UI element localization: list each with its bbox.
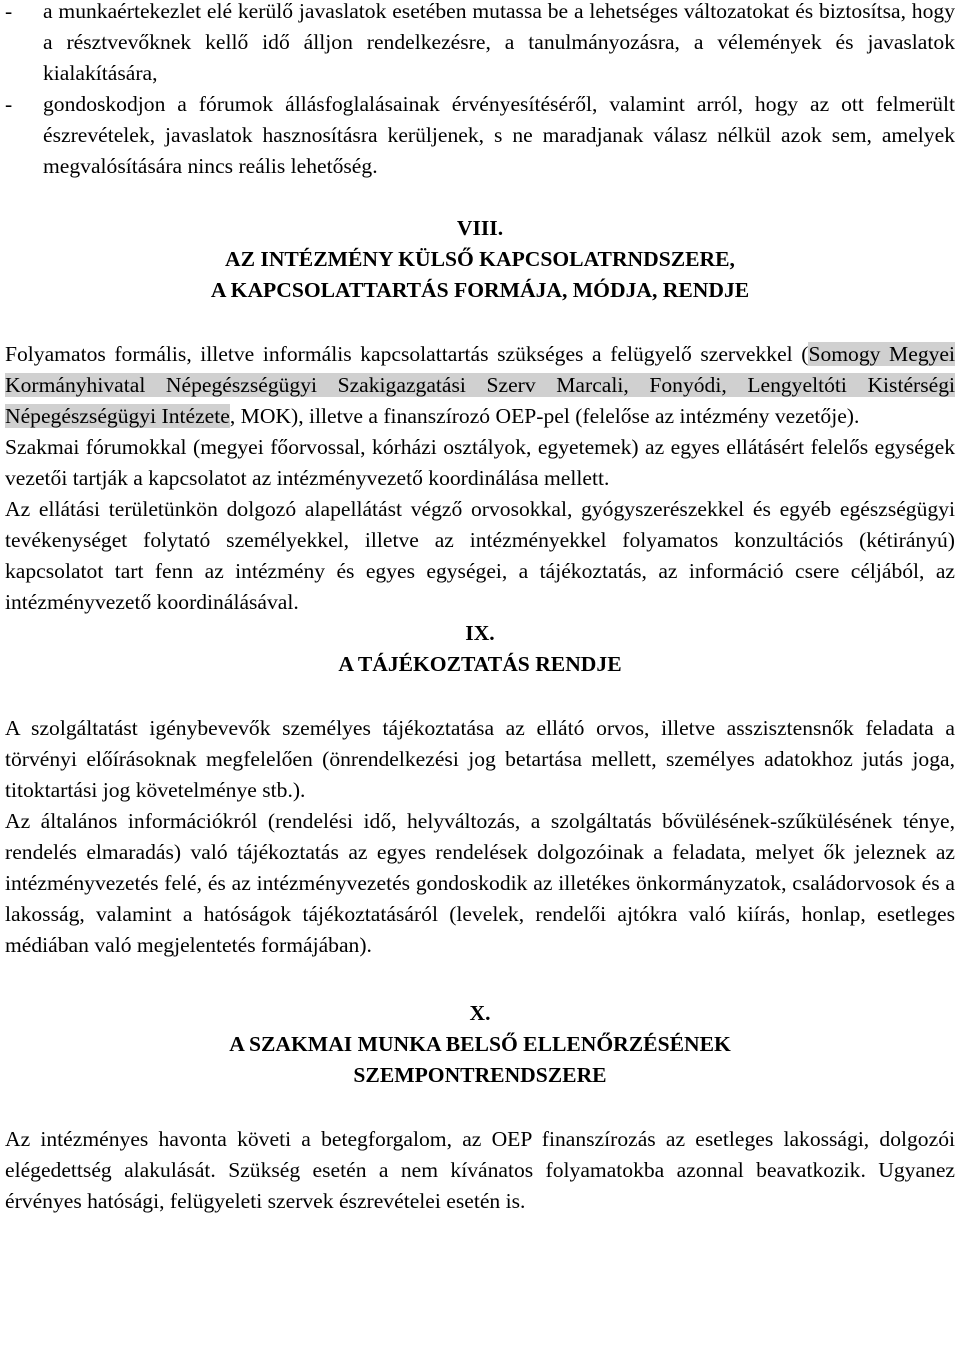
section-viii: [5, 213, 955, 618]
paragraph: Az ellátási területünkön dolgozó alapellátást végző orvosokkal, gyógyszerészekkel és egyéb egészségügyi tevékenységet folytató személyekkel, illetve az intézményekkel folyamatos konzultációs (kétirányú) kapcsolatot tart fenn az intézmény és egyes egységei, a tájékoztatás, az információ csere céljából, az intézményvezető koordinálásával.: [5, 497, 955, 614]
list-item-text: gondoskodjon a fórumok állásfoglalásainak érvényesítéséről, valamint arról, hogy az ott felmerült észrevételek, javaslatok hasznosításra kerüljenek, s ne maradjanak válasz nélkül azok sem, amelyek megvalósítására nincs reális lehetőség.: [43, 92, 955, 178]
section-number: X.: [469, 1001, 491, 1025]
bullet-list: [5, 0, 955, 182]
highlighted-text: Somogy Megyei Kormányhivatal Népegészségügyi Szakigazgatási Szerv Marcali, Fonyódi, Lengyeltóti Kistérségi Népegészségügyi Intézete: [5, 342, 955, 428]
section-x: [5, 998, 955, 1217]
bullet-marker: -: [5, 0, 13, 23]
list-item-text: a munkaértekezlet elé kerülő javaslatok esetében mutassa be a lehetséges változatokat és biztosítsa, hogy a résztvevőknek kellő idő álljon rendelkezésre, a tanulmányozásra, a vélemények és javaslatok kialakítására,: [43, 0, 955, 85]
section-number: IX.: [465, 621, 495, 645]
section-title: AZ INTÉZMÉNY KÜLSŐ KAPCSOLATRNDSZERE,: [225, 247, 735, 271]
section-title: SZEMPONTRENDSZERE: [353, 1063, 607, 1087]
paragraph-text: , MOK), illetve a finanszírozó OEP-pel (felelőse az intézmény vezetője).: [229, 404, 860, 428]
paragraph: Az általános információkról (rendelési idő, helyváltozás, a szolgáltatás bővülésének-szűkülésének ténye, rendelés elmaradás) való tájékoztatás az egyes rendelések dolgozóinak a feladata, melyet ők jeleznek az intézményvezetés felé, és az intézményvezetés gondoskodik az illetékes önkormányzatok, családorvosok és a lakosság, valamint a hatóságok tájékoztatásáról (levelek, rendelői ajtókra való kiírás, honlap, esetleges médiában való megjelentetés formájában).: [5, 809, 955, 957]
paragraph: Az intézményes havonta követi a betegforgalom, az OEP finanszírozás az esetleges lakossági, dolgozói elégedettség alakulását. Szükség esetén a nem kívánatos folyamatokba azonnal beavatkozik. Ugyanez érvényes hatósági, felügyeleti szervek észrevételei esetén is.: [5, 1127, 955, 1213]
document-page: [5, 0, 955, 1217]
list-item: [5, 89, 955, 182]
section-title: A SZAKMAI MUNKA BELSŐ ELLENŐRZÉSÉNEK: [229, 1032, 731, 1056]
section-title: A KAPCSOLATTARTÁS FORMÁJA, MÓDJA, RENDJE: [210, 278, 750, 302]
list-item: [5, 0, 955, 89]
paragraph: A szolgáltatást igénybevevők személyes tájékoztatása az ellátó orvos, illetve asszisztensnők feladata a törvényi előírásoknak megfelelően (önrendelkezési jog betartása mellett, személyes adatokhoz jutás joga, titoktartási jog követelménye stb.).: [5, 716, 955, 802]
paragraph: [5, 339, 955, 432]
paragraph-text: Folyamatos formális, illetve informális kapcsolattartás szükséges a felügyelő szervekkel (: [5, 342, 809, 366]
section-title: A TÁJÉKOZTATÁS RENDJE: [338, 652, 622, 676]
bullet-marker: -: [5, 92, 13, 116]
section-ix: [5, 618, 955, 961]
paragraph: Szakmai fórumokkal (megyei főorvossal, kórházi osztályok, egyetemek) az egyes ellátásért felelős egységek vezetői tartják a kapcsolatot az intézményvezető koordinálása mellett.: [5, 435, 955, 490]
section-number: VIII.: [456, 216, 504, 240]
